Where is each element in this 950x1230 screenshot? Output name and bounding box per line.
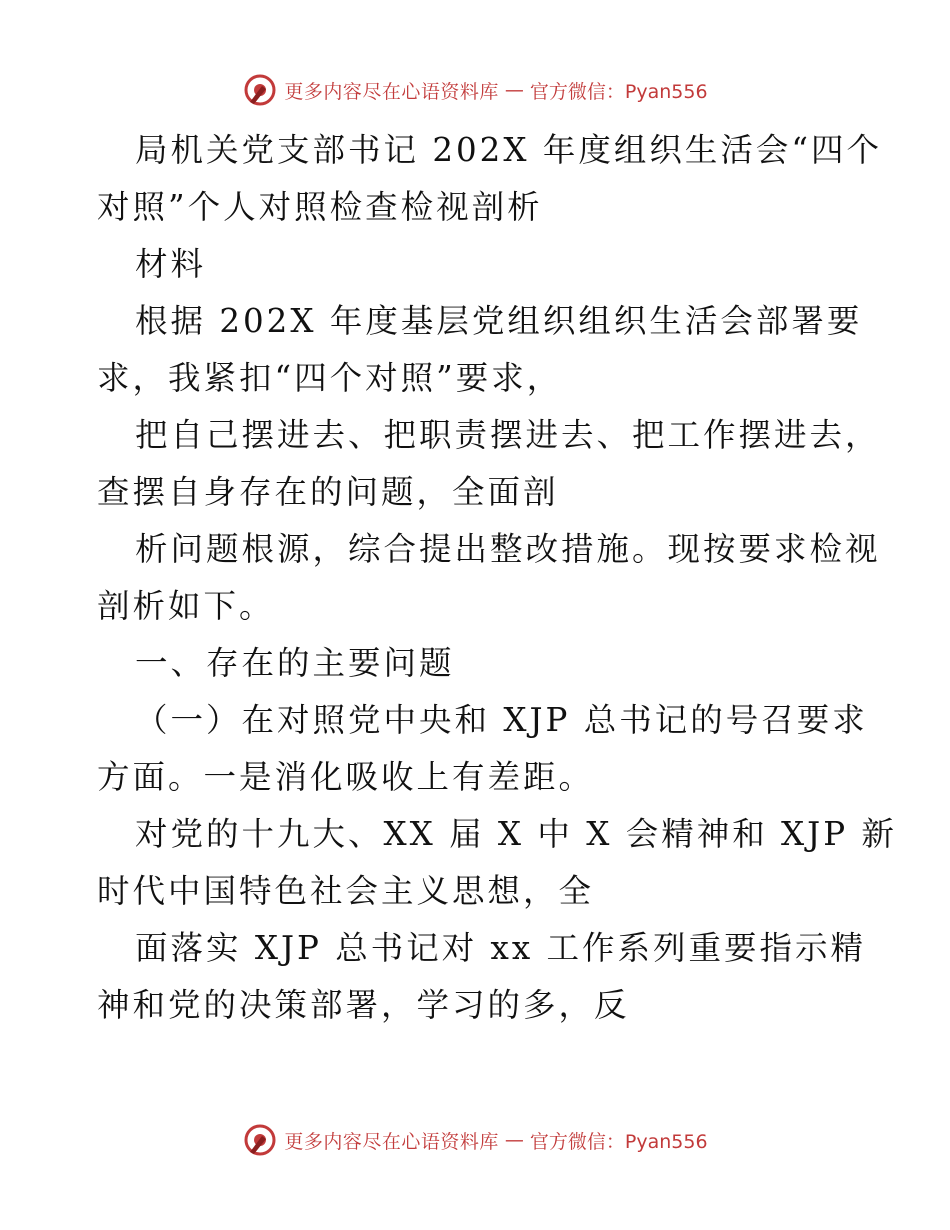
document-line: 材料	[135, 245, 207, 283]
document-line: 对照”个人对照检查检视剖析	[97, 188, 543, 226]
watermark-dash: —	[504, 1129, 524, 1151]
document-line: 根据 202X 年度基层党组织组织生活会部署要	[135, 302, 863, 340]
document-line: 方面。一是消化吸收上有差距。	[97, 758, 595, 796]
document-line: 查摆自身存在的问题，全面剖	[97, 473, 559, 511]
document-line: 对党的十九大、XX 届 X 中 X 会精神和 XJP 新	[135, 815, 897, 853]
watermark-text: 更多内容尽在心语资料库	[284, 1130, 499, 1153]
document-body	[97, 122, 897, 1034]
document-line: 求，我紧扣“四个对照”要求，	[97, 359, 563, 397]
document-line: 神和党的决策部署，学习的多，反	[97, 986, 630, 1024]
section-heading: 一、存在的主要问题	[135, 644, 455, 682]
document-line: 时代中国特色社会主义思想，全	[97, 872, 595, 910]
watermark-contact: 官方微信：Pyan556	[529, 80, 708, 103]
pen-circle-logo-icon	[242, 72, 278, 108]
watermark-dash: —	[504, 79, 524, 101]
document-line: 析问题根源，综合提出整改措施。现按要求检视	[135, 530, 881, 568]
document-line: 局机关党支部书记 202X 年度组织生活会“四个	[135, 131, 882, 169]
document-line: 把自己摆进去、把职责摆进去、把工作摆进去，	[135, 416, 881, 454]
document-line: 剖析如下。	[97, 587, 275, 625]
watermark-text: 更多内容尽在心语资料库	[284, 80, 499, 103]
watermark-contact: 官方微信：Pyan556	[529, 1130, 708, 1153]
document-line: 面落实 XJP 总书记对 xx 工作系列重要指示精	[135, 929, 867, 967]
watermark-header	[0, 70, 950, 110]
document-line: （一）在对照党中央和 XJP 总书记的号召要求	[135, 701, 868, 739]
watermark-footer	[0, 1120, 950, 1160]
pen-circle-logo-icon	[242, 1122, 278, 1158]
